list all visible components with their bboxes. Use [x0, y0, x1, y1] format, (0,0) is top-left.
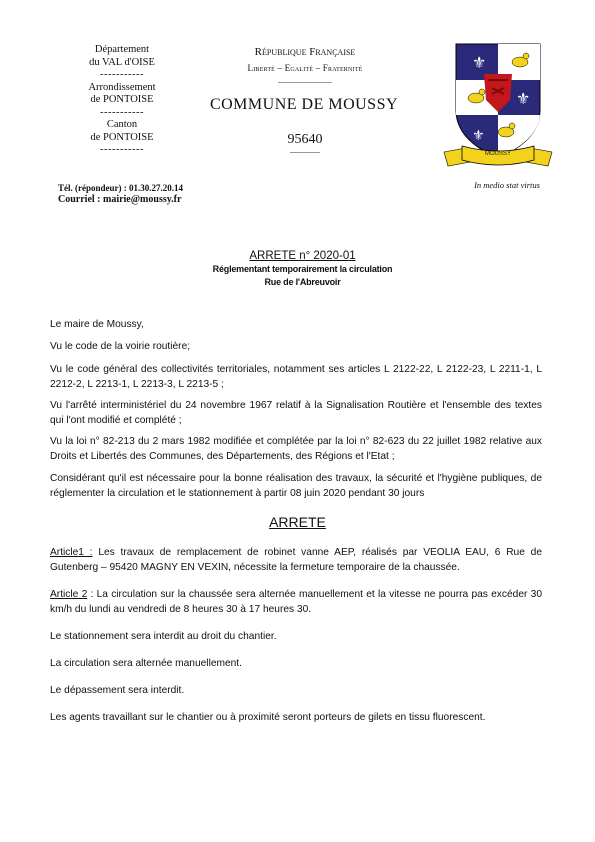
- rule-line: La circulation sera alternée manuellement.: [50, 658, 242, 669]
- article-2-text: : La circulation sur la chaussée sera alternée manuellement et la vitesse ne pourra pas excéder 30 km/h du lundi au vendredi de 8 heures 30 à 17 heures 30.: [50, 589, 542, 615]
- intro-paragraph: Le maire de Moussy,: [50, 319, 144, 330]
- latin-motto: In medio stat virtus: [474, 180, 540, 190]
- article-2-label: Article 2: [50, 589, 88, 600]
- department-block: [52, 44, 192, 157]
- arrondissement-line2: de PONTOISE: [90, 94, 154, 105]
- crest-logo: [442, 40, 554, 172]
- decree-subtitle-1: Réglementant temporairement la circulation: [212, 264, 393, 274]
- decree-subtitle-2: Rue de l'Abreuvoir: [264, 277, 341, 287]
- dept-line2: du VAL d'OISE: [89, 56, 155, 68]
- arrondissement-line1: Arrondissement: [88, 81, 156, 93]
- contact-block: [58, 182, 183, 206]
- email-line: Courriel : mairie@moussy.fr: [58, 194, 182, 205]
- republic-line: République Française: [254, 46, 356, 58]
- article-1-label: Article1 :: [50, 547, 93, 558]
- separator: -----------: [100, 144, 144, 155]
- rule-line: Le dépassement sera interdit.: [50, 685, 185, 696]
- vu-paragraph: Vu le code général des collectivités territoriales, notamment ses articles L 2122-22, L 2122-23, L 2211-1, L 2212-2, L 2213-1, L 2213-3, L 2213-5 ;: [50, 364, 542, 390]
- dept-line1: Département: [94, 44, 150, 55]
- canton-line2: de PONTOISE: [90, 131, 154, 143]
- considerant-paragraph: Considérant qu'il est nécessaire pour la bonne réalisation des travaux, la sécurité et l'hygiène publiques, de réglementer la circulation et le stationnement à partir 08 juin 2020 pendant 30 jours: [50, 473, 542, 499]
- rule-line: Le stationnement sera interdit au droit du chantier.: [50, 631, 277, 642]
- vu-paragraph: Vu la loi n° 82-213 du 2 mars 1982 modifiée et complétée par la loi n° 82-623 du 22 juillet 1982 relative aux Droits et Libertés des Communes, des Départements, des Régions et l'Etat ;: [50, 436, 542, 462]
- svg-text:⚜: ⚜: [472, 128, 485, 144]
- crest-banner-text: MOUSSY: [484, 151, 511, 157]
- svg-text:⚜: ⚜: [472, 53, 487, 72]
- separator: -----------: [100, 106, 144, 118]
- vu-paragraph: Vu le code de la voirie routière;: [50, 341, 191, 352]
- rule-line: Les agents travaillant sur le chantier ou à proximité seront porteurs de gilets en tissu fluorescent.: [50, 712, 486, 723]
- divider: [278, 82, 332, 83]
- article-1: [50, 546, 542, 575]
- canton-line1: Canton: [106, 119, 138, 130]
- article-2: [50, 588, 542, 617]
- postcode: 95640: [287, 132, 323, 147]
- motto-line: Liberté – Egalité – Fraternité: [247, 63, 363, 73]
- decree-title: ARRETE n° 2020-01: [249, 250, 356, 262]
- arrete-heading: ARRETE: [269, 514, 326, 530]
- decree-title-block: [150, 250, 455, 289]
- separator: -----------: [100, 69, 144, 80]
- divider: [290, 152, 320, 153]
- vu-paragraph: Vu l'arrêté interministériel du 24 novembre 1967 relatif à la Signalisation Routière et l'ensemble des textes qui l'ont modifié et complété ;: [50, 400, 542, 426]
- svg-text:⚜: ⚜: [516, 89, 531, 108]
- commune-title: COMMUNE DE MOUSSY: [209, 96, 399, 113]
- article-1-text: Les travaux de remplacement de robinet vanne AEP, réalisés par VEOLIA EAU, 6 Rue de Gutenberg – 95420 MAGNY EN VEXIN, nécessite la fermeture temporaire de la chaussée.: [50, 547, 542, 573]
- phone-line: Tél. (répondeur) : 01.30.27.20.14: [58, 183, 183, 193]
